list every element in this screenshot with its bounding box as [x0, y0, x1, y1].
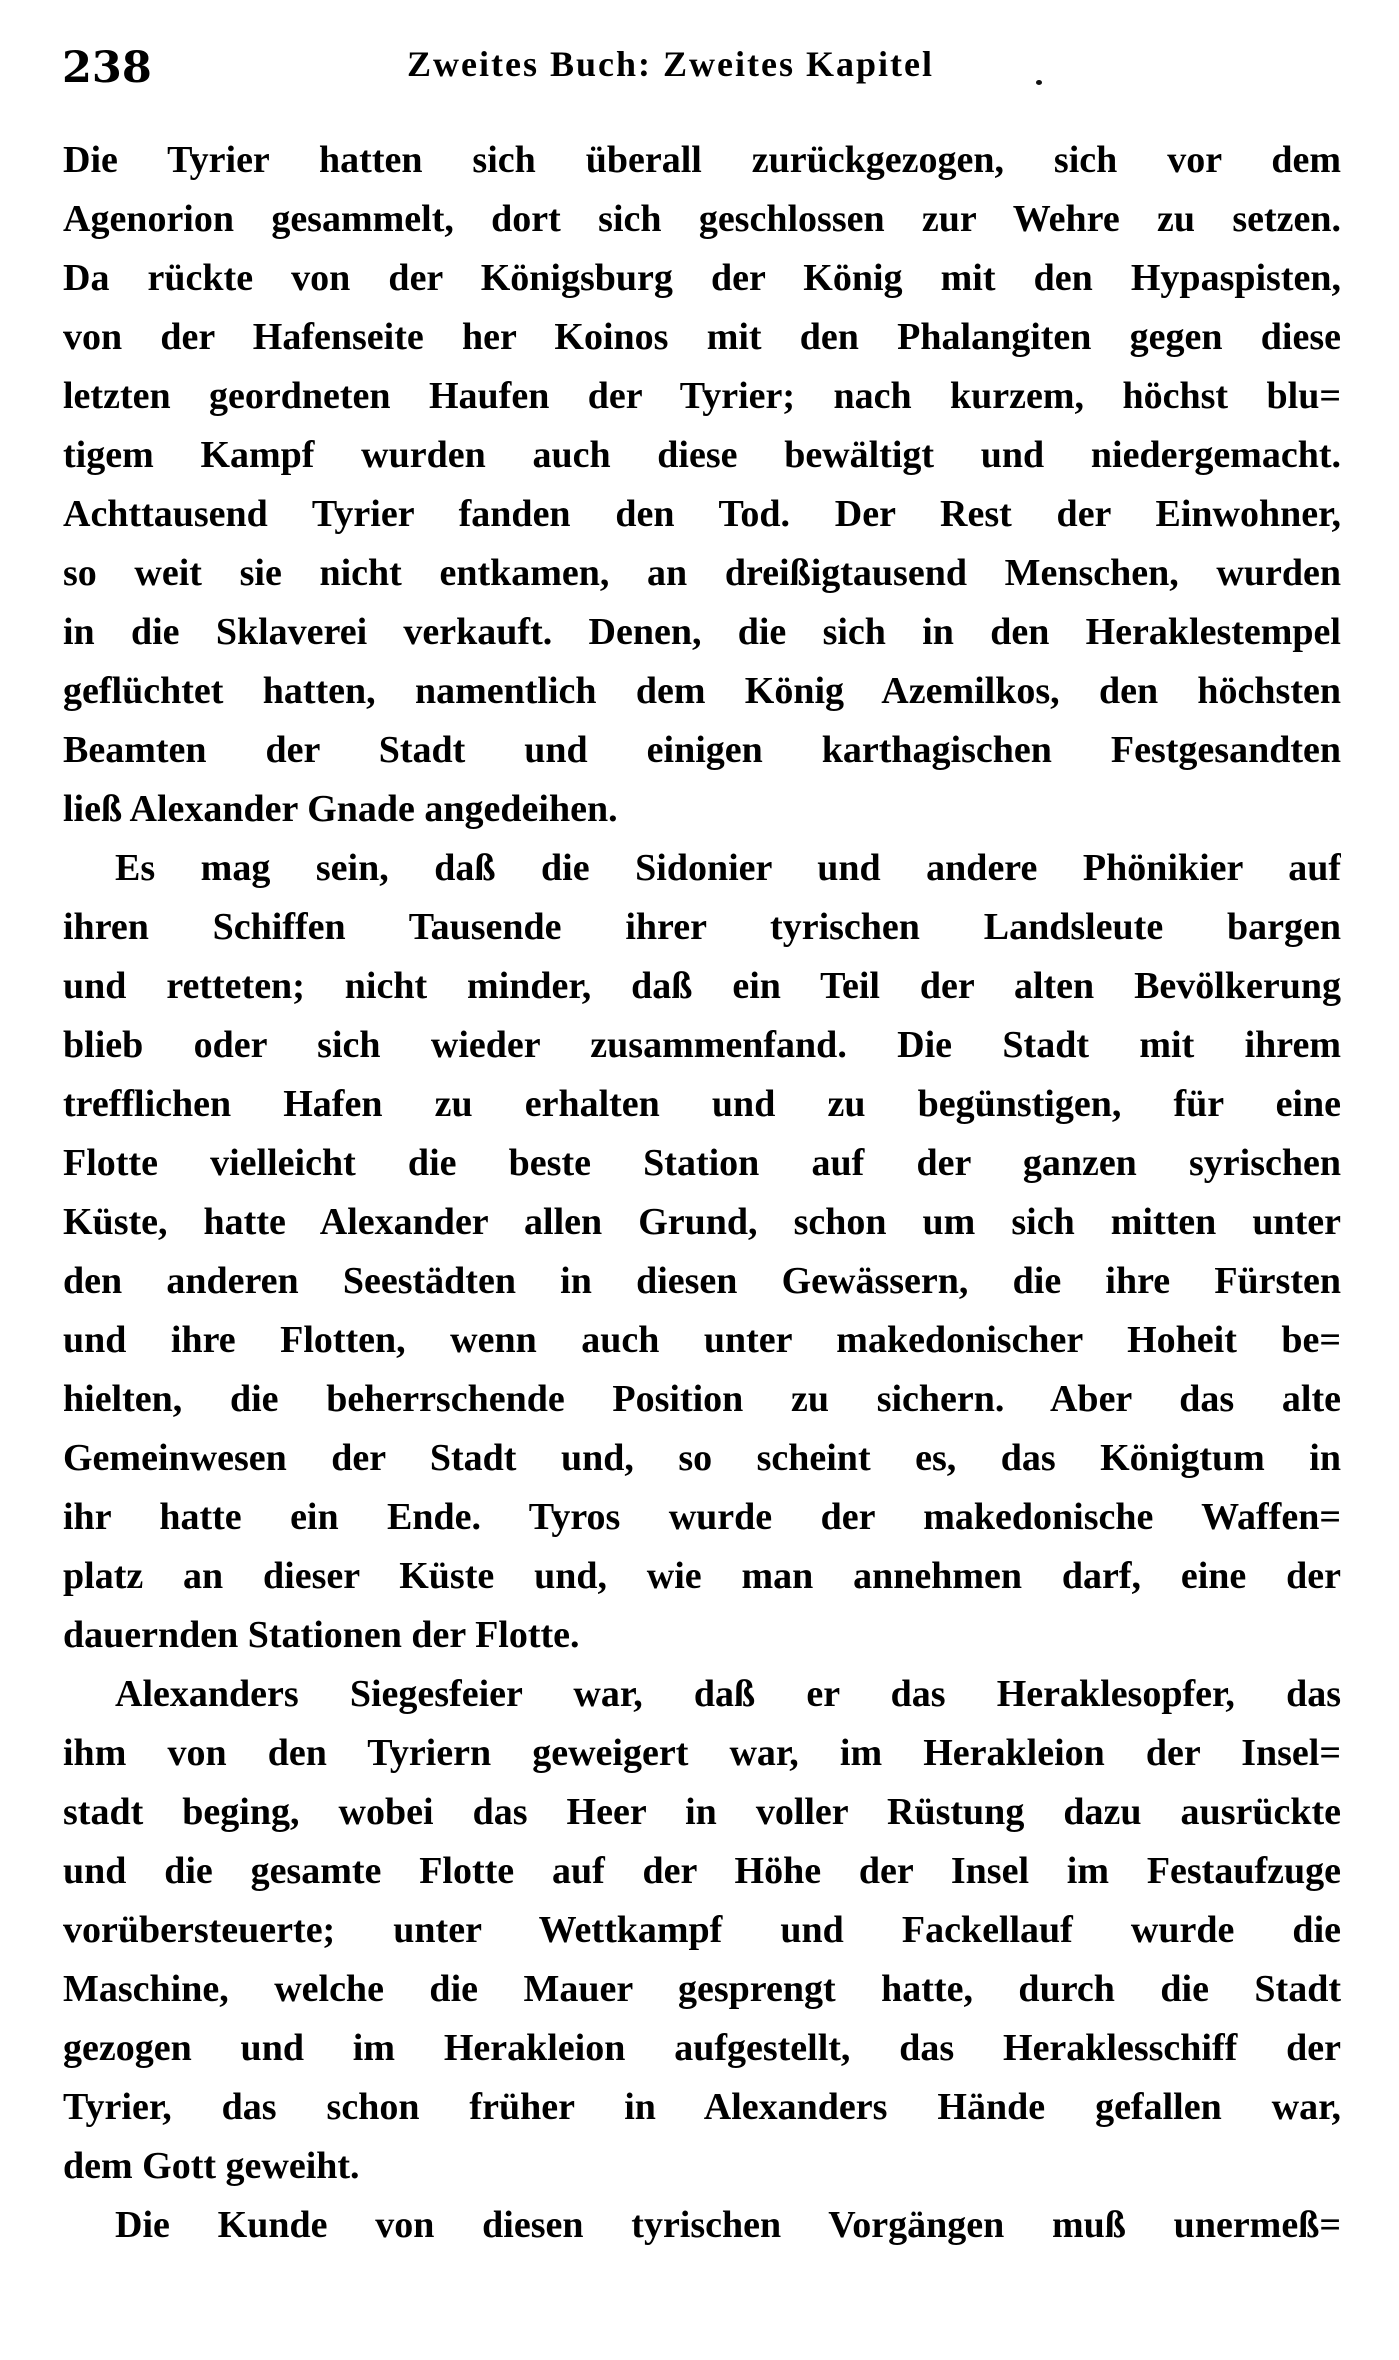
page-number: 238	[62, 43, 152, 93]
text-line: hielten, die beherrschende Position zu sichern. Aber das alte	[63, 1378, 1341, 1420]
text-line: Da rückte von der Königsburg der König mit den Hypaspisten,	[63, 257, 1341, 299]
text-line: so weit sie nicht entkamen, an dreißigtausend Menschen, wurden	[63, 552, 1341, 594]
text-line: letzten geordneten Haufen der Tyrier; nach kurzem, höchst blu=	[63, 375, 1341, 417]
running-header: Zweites Buch: Zweites Kapitel	[407, 44, 934, 84]
text-line: und ihre Flotten, wenn auch unter makedonischer Hoheit be=	[63, 1319, 1341, 1361]
text-line: stadt beging, wobei das Heer in voller Rüstung dazu ausrückte	[63, 1791, 1341, 1833]
text-line: ihr hatte ein Ende. Tyros wurde der makedonische Waffen=	[63, 1496, 1341, 1538]
text-line: von der Hafenseite her Koinos mit den Phalangiten gegen diese	[63, 316, 1341, 358]
text-line: Alexanders Siegesfeier war, daß er das Heraklesopfer, das	[115, 1673, 1341, 1715]
text-line: dem Gott geweiht.	[63, 2145, 360, 2187]
text-line: Die Tyrier hatten sich überall zurückgezogen, sich vor dem	[63, 139, 1341, 181]
text-line: den anderen Seestädten in diesen Gewässern, die ihre Fürsten	[63, 1260, 1341, 1302]
text-line: vorübersteuerte; unter Wettkampf und Fackellauf wurde die	[63, 1909, 1341, 1951]
text-line: ihren Schiffen Tausende ihrer tyrischen Landsleute bargen	[63, 906, 1341, 948]
text-line: Tyrier, das schon früher in Alexanders Hände gefallen war,	[63, 2086, 1341, 2128]
text-line: Agenorion gesammelt, dort sich geschlossen zur Wehre zu setzen.	[63, 198, 1341, 240]
text-line: ihm von den Tyriern geweigert war, im Herakleion der Insel=	[63, 1732, 1341, 1774]
text-line: Es mag sein, daß die Sidonier und andere Phönikier auf	[115, 847, 1341, 889]
text-line: tigem Kampf wurden auch diese bewältigt und niedergemacht.	[63, 434, 1341, 476]
text-line: platz an dieser Küste und, wie man annehmen darf, eine der	[63, 1555, 1341, 1597]
text-line: trefflichen Hafen zu erhalten und zu begünstigen, für eine	[63, 1083, 1341, 1125]
text-line: blieb oder sich wieder zusammenfand. Die Stadt mit ihrem	[63, 1024, 1341, 1066]
text-line: Beamten der Stadt und einigen karthagischen Festgesandten	[63, 729, 1341, 771]
text-line: dauernden Stationen der Flotte.	[63, 1614, 580, 1656]
text-line: Flotte vielleicht die beste Station auf der ganzen syrischen	[63, 1142, 1341, 1184]
text-line: ließ Alexander Gnade angedeihen.	[63, 788, 618, 830]
text-line: in die Sklaverei verkauft. Denen, die sich in den Heraklestempel	[63, 611, 1341, 653]
text-line: gezogen und im Herakleion aufgestellt, das Heraklesschiff der	[63, 2027, 1341, 2069]
text-line: Die Kunde von diesen tyrischen Vorgängen muß unermeß=	[115, 2204, 1341, 2246]
text-line: Küste, hatte Alexander allen Grund, schon um sich mitten unter	[63, 1201, 1341, 1243]
body-text	[63, 131, 1341, 2255]
text-line: und retteten; nicht minder, daß ein Teil der alten Bevölkerung	[63, 965, 1341, 1007]
text-line: geflüchtet hatten, namentlich dem König Azemilkos, den höchsten	[63, 670, 1341, 712]
text-line: Gemeinwesen der Stadt und, so scheint es, das Königtum in	[63, 1437, 1341, 1479]
ink-speck	[1036, 80, 1042, 85]
text-line: und die gesamte Flotte auf der Höhe der Insel im Festaufzuge	[63, 1850, 1341, 1892]
text-line: Achttausend Tyrier fanden den Tod. Der Rest der Einwohner,	[63, 493, 1341, 535]
text-line: Maschine, welche die Mauer gesprengt hatte, durch die Stadt	[63, 1968, 1341, 2010]
